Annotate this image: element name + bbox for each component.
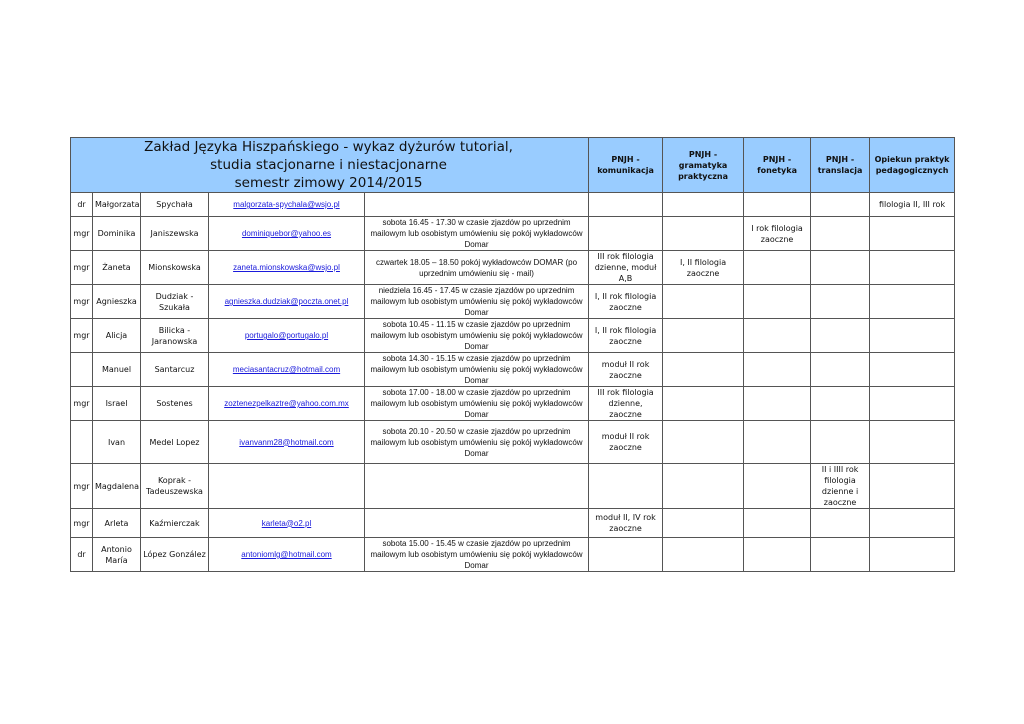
translacja-cell (811, 285, 870, 319)
komunikacja-cell: moduł II, IV rok zaoczne (589, 509, 663, 538)
last-name: Santarcuz (141, 353, 209, 387)
col-header-fonetyka: PNJH - fonetyka (744, 138, 811, 193)
komunikacja-cell (589, 464, 663, 509)
last-name: Dudziak - Szukała (141, 285, 209, 319)
email-link[interactable]: dominiquebor@yahoo.es (209, 217, 365, 251)
duty-schedule-table (70, 137, 955, 572)
fonetyka-cell (744, 285, 811, 319)
fonetyka-cell: I rok filologia zaoczne (744, 217, 811, 251)
translacja-cell (811, 538, 870, 572)
first-name: Magdalena (93, 464, 141, 509)
komunikacja-cell: moduł II rok zaoczne (589, 421, 663, 464)
opiekun-cell (870, 538, 955, 572)
last-name: Spychała (141, 193, 209, 217)
last-name: López González (141, 538, 209, 572)
duty-hours: niedziela 16.45 - 17.45 w czasie zjazdów po uprzednim mailowym lub osobistym umówieniu się pokój wykładowców Domar (365, 285, 589, 319)
first-name: Agnieszka (93, 285, 141, 319)
table-row (71, 217, 955, 251)
translacja-cell (811, 353, 870, 387)
translacja-cell (811, 509, 870, 538)
last-name: Kaźmierczak (141, 509, 209, 538)
first-name: Israel (93, 387, 141, 421)
fonetyka-cell (744, 353, 811, 387)
last-name: Sostenes (141, 387, 209, 421)
title-line-2: studia stacjonarne i niestacjonarne (210, 157, 447, 173)
duty-hours: sobota 15.00 - 15.45 w czasie zjazdów po uprzednim mailowym lub osobistym umówieniu się pokój wykładowców Domar (365, 538, 589, 572)
table-row (71, 285, 955, 319)
duty-hours: sobota 14.30 - 15.15 w czasie zjazdów po uprzednim mailowym lub osobistym umówieniu się pokój wykładowców Domar (365, 353, 589, 387)
first-name: Arleta (93, 509, 141, 538)
opiekun-cell (870, 387, 955, 421)
opiekun-cell: filologia II, III rok (870, 193, 955, 217)
title-line-1: Zakład Języka Hiszpańskiego - wykaz dyżurów tutorial, (144, 139, 513, 155)
first-name: Alicja (93, 319, 141, 353)
academic-title: mgr (71, 387, 93, 421)
email-link[interactable]: zaneta.mionskowska@wsjo.pl (209, 251, 365, 285)
email-link[interactable]: meciasantacruz@hotmail.com (209, 353, 365, 387)
translacja-cell (811, 193, 870, 217)
academic-title: mgr (71, 285, 93, 319)
fonetyka-cell (744, 421, 811, 464)
academic-title: mgr (71, 319, 93, 353)
duty-hours: czwartek 18.05 – 18.50 pokój wykładowców DOMAR (po uprzednim umówieniu się - mail) (365, 251, 589, 285)
translacja-cell (811, 421, 870, 464)
academic-title (71, 353, 93, 387)
fonetyka-cell (744, 251, 811, 285)
last-name: Mionskowska (141, 251, 209, 285)
academic-title: mgr (71, 464, 93, 509)
table-row (71, 353, 955, 387)
komunikacja-cell: I, II rok filologia zaoczne (589, 285, 663, 319)
gramatyka-cell (663, 319, 744, 353)
col-header-translacja: PNJH - translacja (811, 138, 870, 193)
academic-title: dr (71, 193, 93, 217)
gramatyka-cell (663, 387, 744, 421)
academic-title: mgr (71, 251, 93, 285)
email-link (209, 464, 365, 509)
translacja-cell (811, 217, 870, 251)
col-header-gramatyka: PNJH - gramatyka praktyczna (663, 138, 744, 193)
email-link[interactable]: karleta@o2.pl (209, 509, 365, 538)
header-row (71, 138, 955, 193)
gramatyka-cell (663, 193, 744, 217)
academic-title (71, 421, 93, 464)
translacja-cell (811, 319, 870, 353)
fonetyka-cell (744, 509, 811, 538)
duty-hours: sobota 10.45 - 11.15 w czasie zjazdów po uprzednim mailowym lub osobistym umówieniu się pokój wykładowców Domar (365, 319, 589, 353)
komunikacja-cell (589, 217, 663, 251)
table-row (71, 538, 955, 572)
opiekun-cell (870, 251, 955, 285)
fonetyka-cell (744, 193, 811, 217)
duty-hours (365, 509, 589, 538)
email-link[interactable]: antoniomlg@hotmail.com (209, 538, 365, 572)
duty-hours: sobota 16.45 - 17.30 w czasie zjazdów po uprzednim mailowym lub osobistym umówieniu się pokój wykładowców Domar (365, 217, 589, 251)
komunikacja-cell: III rok filologia dzienne, moduł A,B (589, 251, 663, 285)
fonetyka-cell (744, 319, 811, 353)
fonetyka-cell (744, 387, 811, 421)
table-row (71, 319, 955, 353)
col-header-opiekun: Opiekun praktyk pedagogicznych (870, 138, 955, 193)
gramatyka-cell (663, 217, 744, 251)
duty-hours (365, 464, 589, 509)
opiekun-cell (870, 421, 955, 464)
first-name: Żaneta (93, 251, 141, 285)
first-name: Małgorzata (93, 193, 141, 217)
gramatyka-cell (663, 509, 744, 538)
first-name: Dominika (93, 217, 141, 251)
translacja-cell (811, 251, 870, 285)
duty-hours: sobota 20.10 - 20.50 w czasie zjazdów po uprzednim mailowym lub osobistym umówieniu się pokój wykładowców Domar (365, 421, 589, 464)
translacja-cell: II i IIII rok filologia dzienne i zaoczne (811, 464, 870, 509)
opiekun-cell (870, 509, 955, 538)
last-name: Medel Lopez (141, 421, 209, 464)
gramatyka-cell (663, 353, 744, 387)
gramatyka-cell (663, 285, 744, 319)
duty-hours: sobota 17.00 - 18.00 w czasie zjazdów po uprzednim mailowym lub osobistym umówieniu się pokój wykładowców Domar (365, 387, 589, 421)
table-row (71, 464, 955, 509)
opiekun-cell (870, 353, 955, 387)
table-row (71, 421, 955, 464)
last-name: Janiszewska (141, 217, 209, 251)
email-link[interactable]: agnieszka.dudziak@poczta.onet.pl (209, 285, 365, 319)
table-row (71, 509, 955, 538)
table-row (71, 193, 955, 217)
email-link[interactable]: portugalo@portugalo.pl (209, 319, 365, 353)
gramatyka-cell (663, 421, 744, 464)
last-name: Koprak - Tadeuszewska (141, 464, 209, 509)
academic-title: mgr (71, 217, 93, 251)
first-name: Manuel (93, 353, 141, 387)
fonetyka-cell (744, 538, 811, 572)
opiekun-cell (870, 464, 955, 509)
komunikacja-cell: III rok filologia dzienne, zaoczne (589, 387, 663, 421)
gramatyka-cell (663, 538, 744, 572)
first-name: Ivan (93, 421, 141, 464)
duty-hours (365, 193, 589, 217)
komunikacja-cell (589, 538, 663, 572)
opiekun-cell (870, 319, 955, 353)
komunikacja-cell: moduł II rok zaoczne (589, 353, 663, 387)
gramatyka-cell (663, 464, 744, 509)
email-link[interactable]: zoztenezpelkaztre@yahoo.com.mx (209, 387, 365, 421)
opiekun-cell (870, 217, 955, 251)
fonetyka-cell (744, 464, 811, 509)
sheet-title (71, 138, 589, 193)
academic-title: mgr (71, 509, 93, 538)
table-row (71, 251, 955, 285)
title-line-3: semestr zimowy 2014/2015 (234, 175, 423, 191)
col-header-komunikacja: PNJH - komunikacja (589, 138, 663, 193)
email-link[interactable]: malgorzata-spychala@wsjo.pl (209, 193, 365, 217)
first-name: Antonio María (93, 538, 141, 572)
email-link[interactable]: ivanvanm28@hotmail.com (209, 421, 365, 464)
table-row (71, 387, 955, 421)
gramatyka-cell: I, II filologia zaoczne (663, 251, 744, 285)
komunikacja-cell: I, II rok filologia zaoczne (589, 319, 663, 353)
translacja-cell (811, 387, 870, 421)
opiekun-cell (870, 285, 955, 319)
academic-title: dr (71, 538, 93, 572)
last-name: Bilicka - Jaranowska (141, 319, 209, 353)
komunikacja-cell (589, 193, 663, 217)
